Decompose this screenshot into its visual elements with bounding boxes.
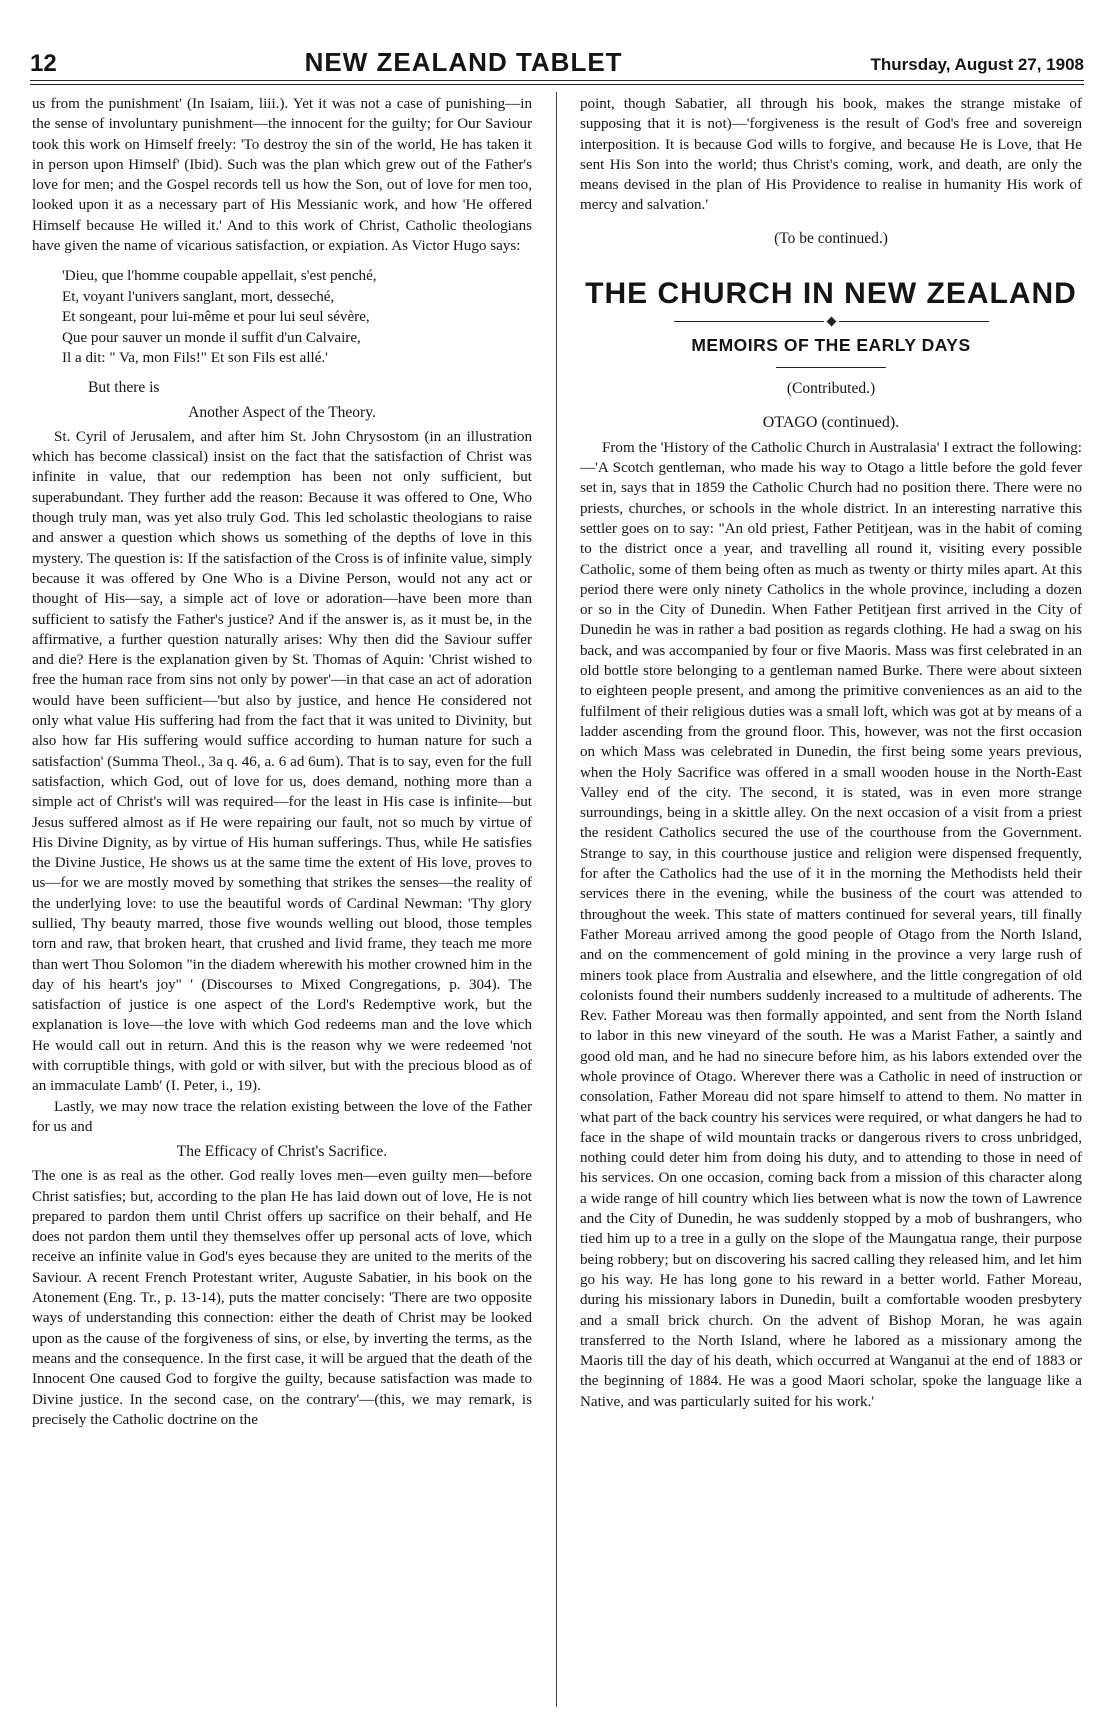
verse-line: Et songeant, pour lui-même et pour lui seul sévère, [62,309,370,326]
verse-line: Et, voyant l'univers sanglant, mort, desseché, [62,288,335,305]
article-subtitle: MEMOIRS OF THE EARLY DAYS [691,334,971,355]
paragraph: us from the punishment' (In Isaiam, liii.). Yet it was not a case of punishing—in the sense of involuntary punishment—the innocent for the guilty; for Our Saviour took this work on Himself freely: 'To destroy the sin of the world, He has taken it in person upon Himself' (Ibid). Such was the plan which grew out of the Father's love for men; and the Gospel records tell us how the Son, out of love for men too, looked upon it as a necessary part of His Messianic work, and how 'He offered Himself because He willed it.' And to this work of Christ, Catholic theologians have given the name of vicarious satisfaction, or expiation. As Victor Hugo says: [32,96,532,255]
right-column [580,94,1082,1412]
page-number: 12 [30,50,57,77]
verse-line: 'Dieu, que l'homme coupable appellait, s'est penché, [62,268,377,285]
divider [776,367,886,368]
section-subhead: Another Aspect of the Theory. [188,403,376,421]
verse-quote [62,266,532,369]
section-subhead: The Efficacy of Christ's Sacrifice. [176,1143,388,1161]
article-title: THE CHURCH IN NEW ZEALAND [585,276,1077,310]
column-divider [556,92,557,1707]
to-be-continued: (To be continued.) [774,229,888,247]
masthead [30,38,1084,81]
verse-line: Il a dit: " Va, mon Fils!" Et son Fils est allé.' [62,350,328,367]
title-ornament [580,318,1082,325]
left-column [32,94,532,1430]
section-heading: OTAGO (continued). [762,413,900,431]
paragraph: The one is as real as the other. God really loves men—even guilty men—before Christ satisfies; but, according to the plan He has laid down out of love, He is not prepared to pardon them until Christ offers up sacrifice on their behalf, and He does not pardon them until they themselves offer up personal acts of love, which receive an infinite value in God's eyes because they are united to the merits of the Saviour. A recent French Protestant writer, Auguste Sabatier, in his book on the Atonement (Eng. Tr., p. 13-14), puts the matter concisely: 'There are two opposite ways of understanding this connection: either the death of Christ may be looked upon as the cause of the forgiveness of sins, or else, by inverting the terms, as the means and the consequence. In the first case, it will be argued that the death of the Innocent One caused God to forgive the guilty, because satisfaction was made to Divine justice. In the second case, on the contrary'—(this, we may remark, is precisely the Catholic doctrine on the [32,1168,532,1428]
paragraph: From the 'History of the Catholic Church in Australasia' I extract the following:—'A Scotch gentleman, who made his way to Otago a little before the gold fever set in, says that in 1859 the Catholic Church had no position there. There were no priests, churches, or schools in the whole district. In an interesting narrative this settler goes on to say: "An old priest, Father Petitjean, was in the habit of coming to the district once a year, and travelling all round it, visiting every possible Catholic, some of them being often as much as twenty or thirty miles apart. At this period there were only ninety Catholics in the whole province, including a dozen or so in the City of Dunedin. When Father Petitjean first arrived in the City of Dunedin he was in rather a bad position as regards clothing. He had a swag on his back, and was accompanied by four or five Maoris. Mass was first celebrated in an old bottle store belonging to a gentleman named Burke. There were about sixteen to eighteen people present, and among the primitive conveniences as an aid to the fulfilment of their religious duties was a small loft, which was got at by means of a ladder ascending from the ground floor. This, however, was not the first occasion on which Mass was celebrated in Dunedin, the first being some years previous, when the Holy Sacrifice was offered in a small wooden house in the North-East Valley end of the city. The second, it is stated, was in even more strange surroundings, being in a skittle alley. On the next occasion of a visit from a priest the resident Catholics secured the use of the courthouse from the Government. Strange to say, in this courthouse justice and religion were dispensed frequently, for after the Catholics had the use of it in the morning the Methodists held their services there in the evening, while the business of the court was attended to throughout the week. This state of matters continued for several years, till finally Father Moreau arrived among the good people of Otago from the North Island, and on the commencement of gold mining in the province a very large rush of miners took place from Australia and elsewhere, and the little congregation of old colonists found their numbers suddenly increased to a multitude of adherents. The Rev. Father Moreau was then formally appointed, and sent from the North Island to labor in this new vineyard of the south. He was a Marist Father, a saintly and good old man, and he had no sinecure before him, as his labors extended over the whole province of Otago. Wherever there was a Catholic in need of instruction or consolation, Father Moreau did not spare himself to attend to them. No matter in what part of the back country his services were required, or what dangers he had to face in the shape of wild mountain tracks or dangerous rivers to cross unbridged, nothing could deter him from doing his duty, and to attending to those in need of his services. On one occasion, coming back from a mission of this character along a wide range of hill country which lies between what is now the town of Lawrence and the City of Dunedin, he was suddenly stopped by a mob of bushrangers, who tied him up to a tree in a gully on the slope of the Maungatua range, their purpose being robbery; but on discovering his sacred calling they released him, and let him go his way. He has long gone to his reward in a better world. Father Moreau, during his missionary labors in Dunedin, built a comfortable wooden presbytery and a small brick church. On the advent of Bishop Moran, he was again transferred to the North Island, where he labored as a missionary among the Maoris till the day of his death, which occurred at Wanganui at the end of 1883 or the beginning of 1884. He was a good Maori scholar, spoke the language like a Native, and was particularly suited for his work.' [580,439,1082,1410]
issue-date: Thursday, August 27, 1908 [870,55,1084,74]
paper-title: NEW ZEALAND TABLET [304,47,623,77]
diamond-icon [826,316,836,326]
lead-in: But there is [88,378,160,396]
verse-line: Que pour sauver un monde il suffit d'un Calvaire, [62,329,361,346]
paragraph: point, though Sabatier, all through his book, makes the strange mistake of supposing that it is not)—'forgiveness is the result of God's free and sovereign interposition. It is because God wills to forgive, and because He is Love, that He sent His Son into the world; thus Christ's coming, work, and death, are only the means devised in the plan of His Providence to realise in humanity His work of mercy and salvation.' [580,96,1082,214]
contributed-note: (Contributed.) [786,379,876,397]
masthead-rule [30,84,1084,85]
paragraph: Lastly, we may now trace the relation existing between the love of the Father for us and [32,1098,532,1135]
paragraph: St. Cyril of Jerusalem, and after him St. John Chrysostom (in an illustration which has become classical) insist on the fact that the satisfaction of Christ was infinite in value, that our redemption has been not only sufficient, but superabundant. They further add the reason: Because it was offered to One, Who though truly man, was yet also truly God. This led scholastic theologians to raise and answer a question which shows us something of the depths of love in this mystery. The question is: If the satisfaction of the Cross is of infinite value, simply because it was offered by One Who is a Divine Person, would not any act or thought of His—say, a simple act of love or adoration—have been more than sufficient to satisfy the Father's justice? And if the answer is, as it must be, in the affirmative, a further question naturally arises: Why then did the Saviour suffer and die? Here is the explanation given by St. Thomas of Aquin: 'Christ wished to free the human race from sins not only by power'—in that case an act of adoration would have been sufficient—'but also by justice, and hence He considered not only what value His suffering had from the fact that it was united to Divinity, but also how far His suffering would suffice according to human nature for such a satisfaction' (Summa Theol., 3a q. 46, a. 6 ad 6um). That is to say, even for the full satisfaction, which God, out of love for us, does demand, nothing more than a simple act of Christ's will was required—for the least in His case is infinite—but Jesus suffered almost as if He were repairing our fault, not so much by virtue of His Divine Dignity, as by virtue of His human sufferings. Thus, while He satisfies the Divine Justice, He shows us at the same time the extent of His love, proves to us—for we are mostly moved by something that strikes the senses—the reality of the underlying love: to use the beautiful words of Cardinal Newman: 'Thy glory sullied, Thy beauty marred, those five wounds welling out blood, those temples torn and raw, that broken heart, that crushed and livid frame, they teach me more than wert Thou Solomon "in the diadem wherewith his mother crowned him in the day of his heart's joy" ' (Discourses to Mixed Congregations, p. 304). The satisfaction of justice is one aspect of the Lord's Redemptive work, but the explanation is love—the love with which God redeems man and the love which He would call out in return. And this is the reason why we were redeemed 'not with corruptible things, with gold or with silver, but with the precious blood as of an immaculate Lamb' (I. Peter, i., 19). [32,428,532,1095]
